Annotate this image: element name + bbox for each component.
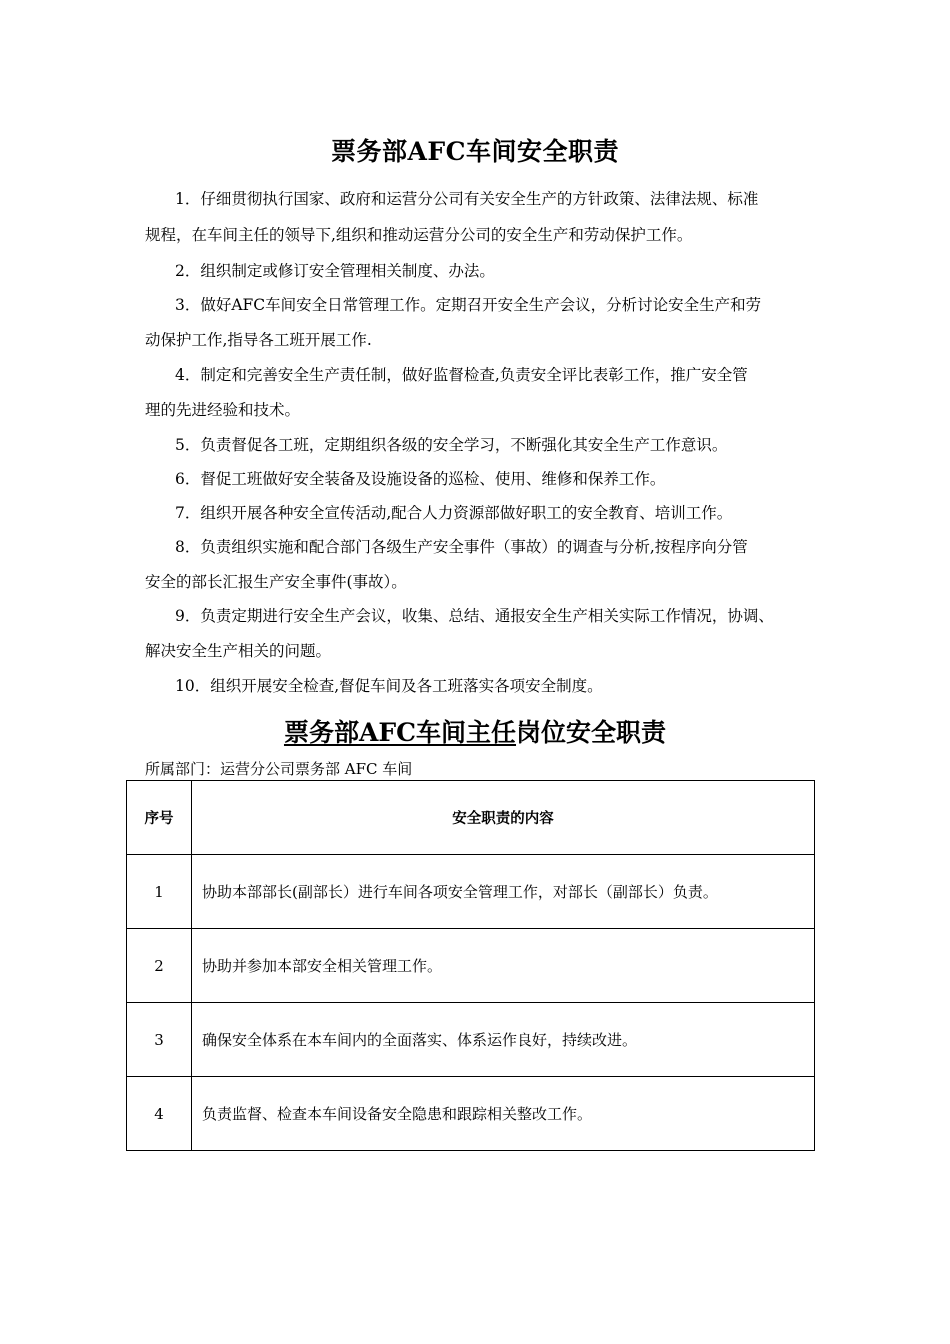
row-content: 协助并参加本部安全相关管理工作。 <box>192 929 815 1003</box>
header-number: 序号 <box>127 781 192 855</box>
section-title-rest: 岗位安全职责 <box>516 718 667 747</box>
document-title: 票务部AFC车间安全职责 <box>330 137 620 166</box>
row-content: 负责监督、检查本车间设备安全隐患和跟踪相关整改工作。 <box>192 1077 815 1151</box>
paragraph-8a: 8．负责组织实施和配合部门各级生产安全事件（事故）的调查与分析,按程序向分管 <box>175 538 748 556</box>
paragraph-3b: 动保护工作,指导各工班开展工作. <box>145 331 372 349</box>
paragraph-1a: 1．仔细贯彻执行国家、政府和运营分公司有关安全生产的方针政策、法律法规、标准 <box>175 190 759 208</box>
row-number: 2 <box>127 929 192 1003</box>
paragraph-1b: 规程，在车间主任的领导下,组织和推动运营分公司的安全生产和劳动保护工作。 <box>145 226 693 244</box>
table-row <box>127 855 815 929</box>
duty-table <box>126 780 815 1151</box>
paragraph-9b: 解决安全生产相关的问题。 <box>145 642 332 660</box>
table-row <box>127 929 815 1003</box>
paragraph-3a: 3．做好AFC车间安全日常管理工作。定期召开安全生产会议，分析讨论安全生产和劳 <box>175 296 762 314</box>
row-number: 1 <box>127 855 192 929</box>
paragraph-2: 2．组织制定或修订安全管理相关制度、办法。 <box>175 262 495 280</box>
row-number: 4 <box>127 1077 192 1151</box>
paragraph-5: 5．负责督促各工班，定期组织各级的安全学习，不断强化其安全生产工作意识。 <box>175 436 728 454</box>
paragraph-10: 10．组织开展安全检查,督促车间及各工班落实各项安全制度。 <box>175 677 603 695</box>
section-title-underlined: 票务部AFC车间主任 <box>283 718 517 747</box>
section-title <box>0 713 950 749</box>
row-content: 确保安全体系在本车间内的全面落实、体系运作良好，持续改进。 <box>192 1003 815 1077</box>
department-line: 所属部门：运营分公司票务部 AFC 车间 <box>145 760 413 778</box>
header-content: 安全职责的内容 <box>192 781 815 855</box>
table-row <box>127 1003 815 1077</box>
paragraph-7: 7．组织开展各种安全宣传活动,配合人力资源部做好职工的安全教育、培训工作。 <box>175 504 733 522</box>
paragraph-4a: 4．制定和完善安全生产责任制，做好监督检查,负责安全评比表彰工作，推广安全管 <box>175 366 748 384</box>
row-content: 协助本部部长(副部长）进行车间各项安全管理工作，对部长（副部长）负责。 <box>192 855 815 929</box>
paragraph-6: 6．督促工班做好安全装备及设施设备的巡检、使用、维修和保养工作。 <box>175 470 666 488</box>
paragraph-8b: 安全的部长汇报生产安全事件(事故）。 <box>145 573 407 591</box>
paragraph-4b: 理的先进经验和技术。 <box>145 401 301 419</box>
table-header-row <box>127 781 815 855</box>
table-row <box>127 1077 815 1151</box>
paragraph-9a: 9．负责定期进行安全生产会议，收集、总结、通报安全生产相关实际工作情况，协调、 <box>175 607 774 625</box>
row-number: 3 <box>127 1003 192 1077</box>
